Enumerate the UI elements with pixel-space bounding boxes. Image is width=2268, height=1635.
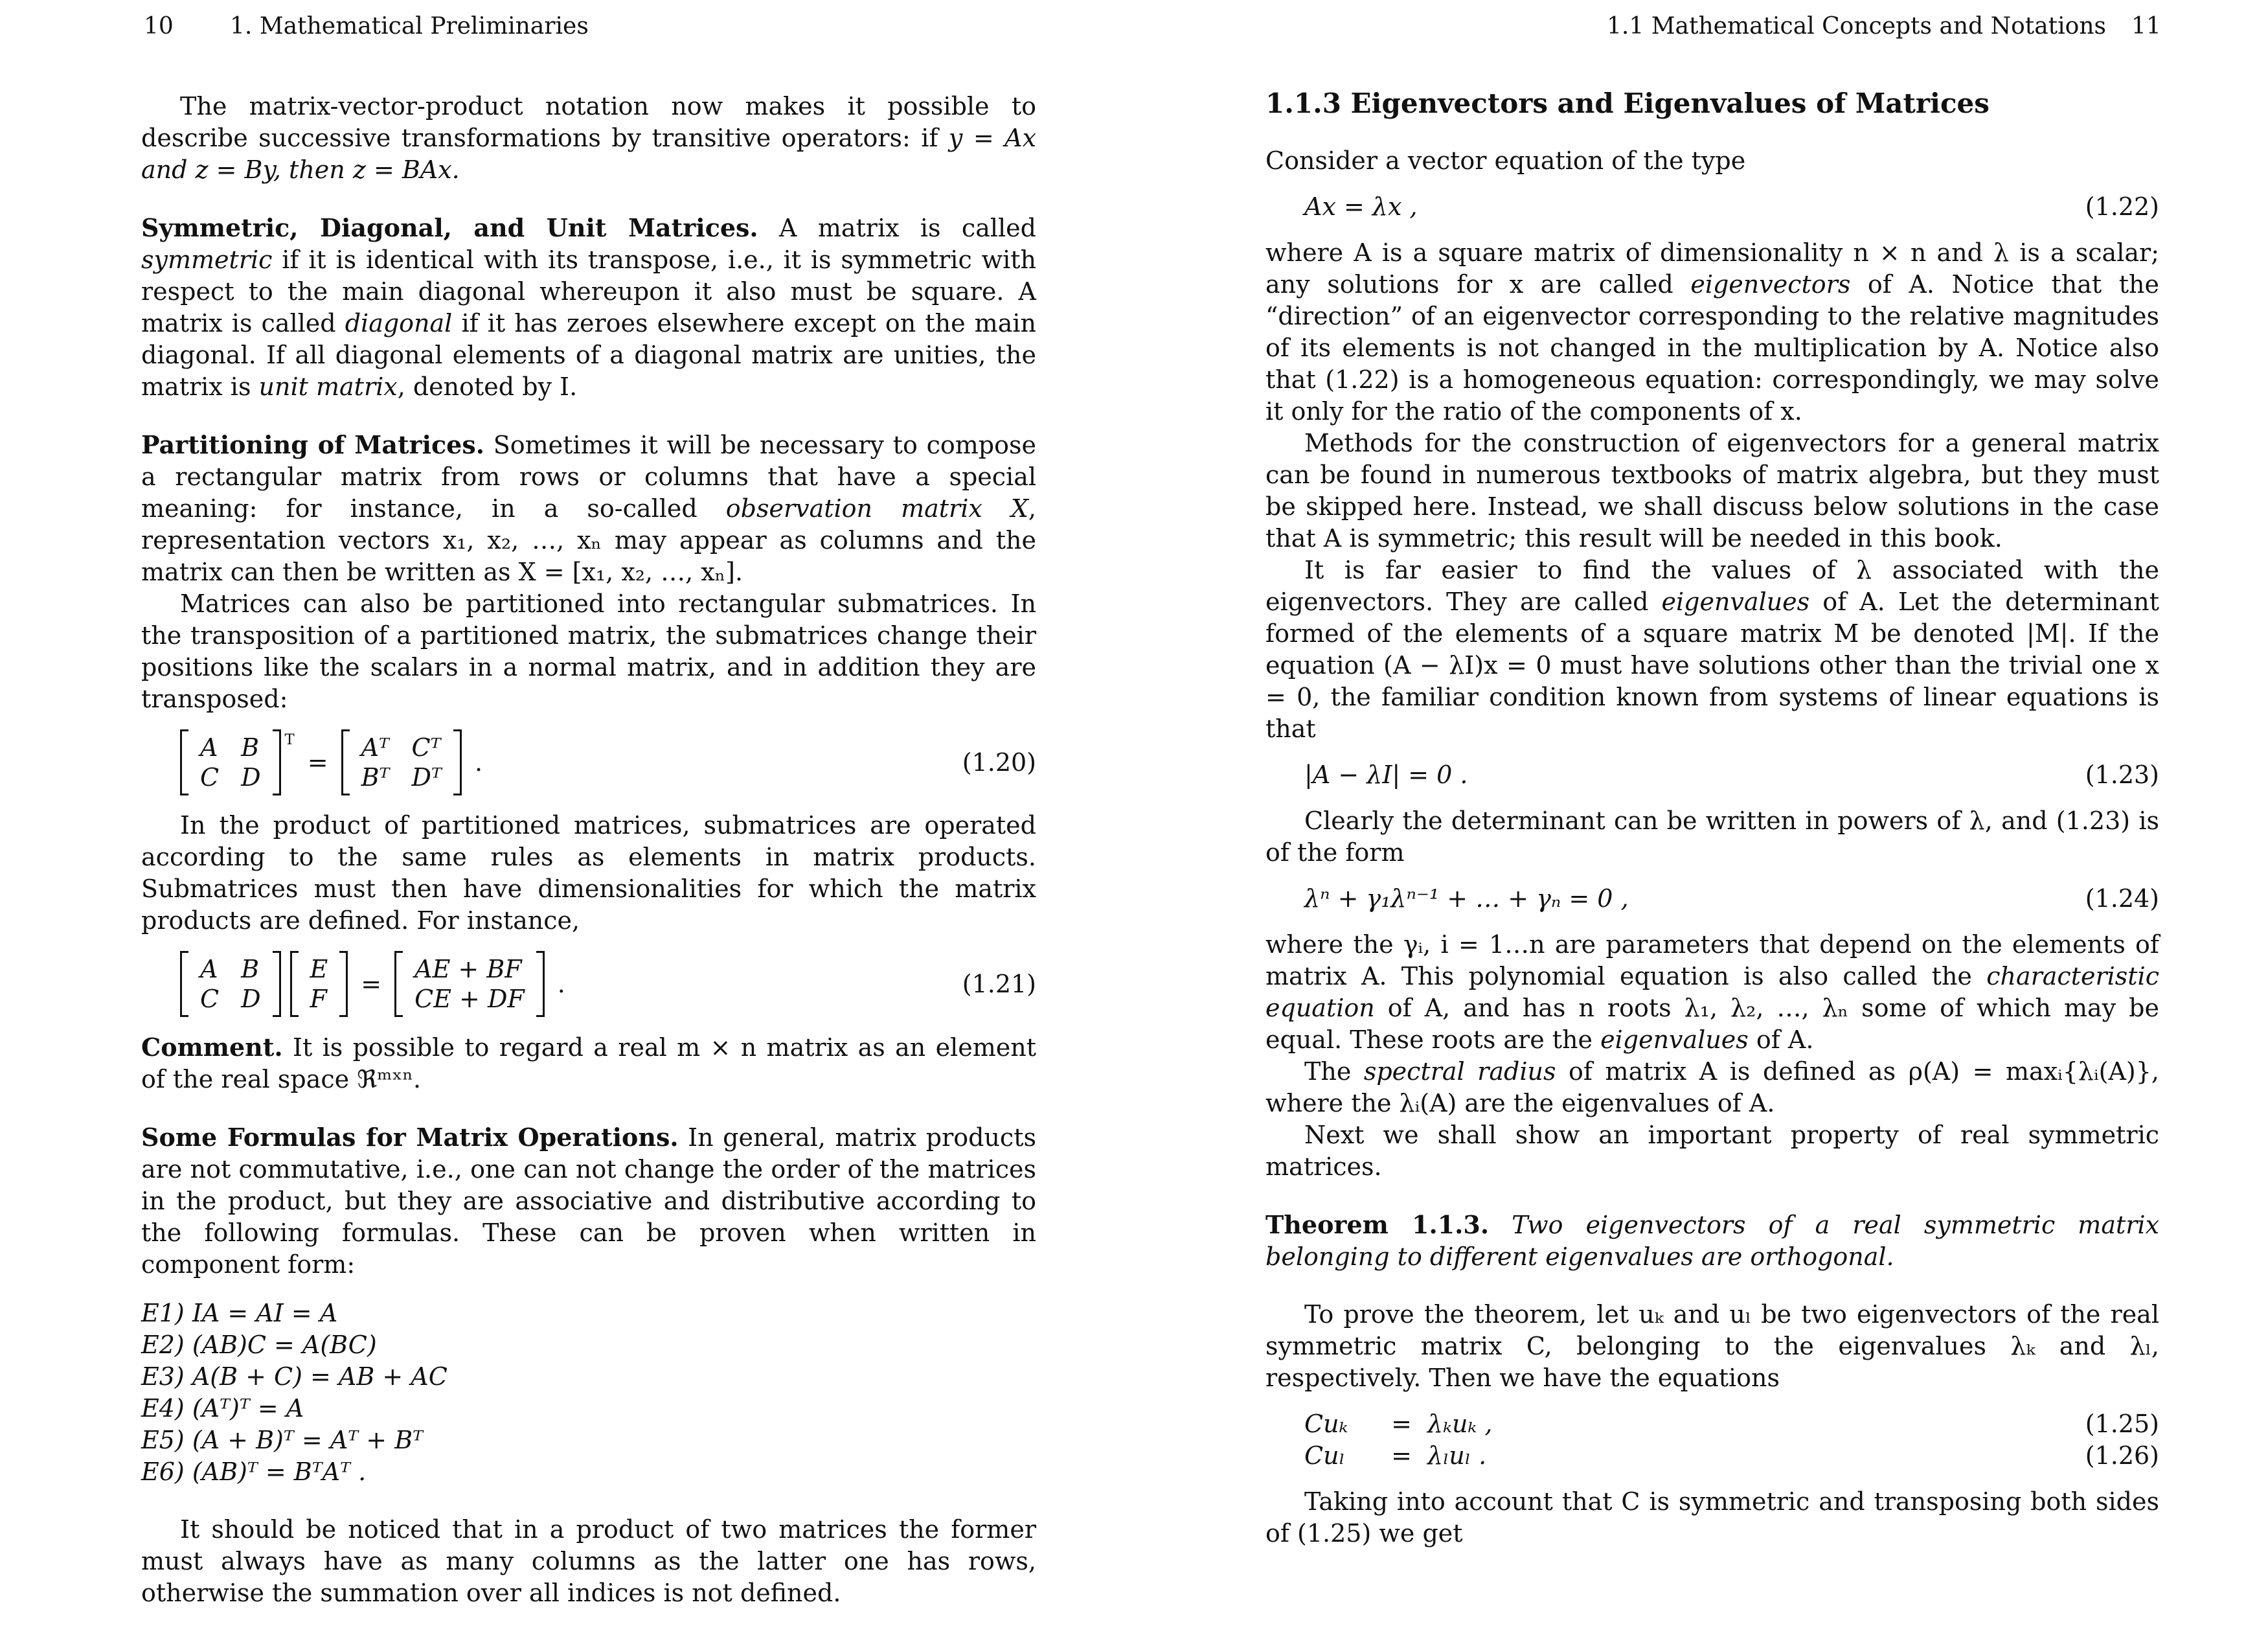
next-paragraph: Next we shall show an important property of real symmetric matrices.: [1265, 1121, 2159, 1181]
formula-item: E4) (Aᵀ)ᵀ = A: [141, 1394, 304, 1423]
running-head: 1. Mathematical Preliminaries: [230, 13, 589, 40]
equation-number: (1.22): [2085, 192, 2159, 221]
closing-paragraph: It should be noticed that in a product of two matrices the former must always have as many columns as the latter one has rows, otherwise the summation over all indices is not defined.: [141, 1515, 1036, 1607]
left-page-body: [141, 91, 1036, 1609]
methods-paragraph: Methods for the construction of eigenvectors for a general matrix can be found in numerous textbooks of matrix algebra, but they must be skipped here. Instead, we shall discuss below solutions in the case that A is symmetric; this result will be needed in this book.: [1265, 429, 2159, 553]
formula-item: E2) (AB)C = A(BC): [141, 1331, 377, 1359]
partition-transpose-paragraph: Matrices can also be partitioned into rectangular submatrices. In the transposition of a partitioned matrix, the submatrices change their positions like the scalars in a normal matrix, and in addition they are transposed:: [141, 589, 1036, 713]
comment-paragraph: Comment. It is possible to regard a real m × n matrix as an element of the real space ℜᵐˣⁿ.: [141, 1033, 1036, 1093]
equation-1-24: λⁿ + γ₁λⁿ⁻¹ + … + γₙ = 0 , (1.24): [1265, 883, 2159, 915]
section-heading: Some Formulas for Matrix Operations.: [141, 1123, 679, 1152]
equation-number: (1.26): [2085, 1441, 2159, 1470]
prove-paragraph: To prove the theorem, let uₖ and uₗ be two eigenvectors of the real symmetric matrix C, belonging to the eigenvalues λₖ and λₗ, respectively. Then we have the equations: [1265, 1300, 2159, 1392]
formula-item: E3) A(B + C) = AB + AC: [141, 1362, 448, 1391]
equation-1-22: Ax = λx , (1.22): [1265, 191, 2159, 223]
theorem: Theorem 1.1.3. Two eigenvectors of a real symmetric matrix belonging to different eigenvalues are orthogonal.: [1265, 1210, 2160, 1271]
partitioning-paragraph: Partitioning of Matrices. Sometimes it will be necessary to compose a rectangular matrix from rows or columns that have a special meaning: for instance, in a so-called observation matrix X, representation vectors x₁, x₂, …, xₙ may appear as columns and the matrix can then be written as X = [x₁, x₂, …, xₙ].: [141, 430, 1036, 586]
right-page: [1134, 0, 2268, 1635]
equation-1-23: |A − λI| = 0 . (1.23): [1265, 759, 2159, 791]
theorem-label: Theorem 1.1.3.: [1265, 1210, 1490, 1239]
formula-item: E1) IA = AI = A: [141, 1299, 338, 1327]
running-head: 1.1 Mathematical Concepts and Notations: [1607, 13, 2106, 40]
section-heading: Symmetric, Diagonal, and Unit Matrices.: [141, 213, 758, 242]
symmetric-paragraph: Symmetric, Diagonal, and Unit Matrices. A matrix is called symmetric if it is identical with its transpose, i.e., it is symmetric with respect to the main diagonal whereupon it also must be square. A matrix is called diagonal if it has zeroes elsewhere except on the main diagonal. If all diagonal elements of a diagonal matrix are unities, the matrix is unit matrix, denoted by I.: [141, 213, 1036, 401]
easier-paragraph: It is far easier to find the values of λ associated with the eigenvectors. They are called eigenvalues of A. Let the determinant formed of the elements of a square matrix M be denoted |M|. If the equation (A − λI)x = 0 must have solutions other than the trivial one x = 0, the familiar condition known from systems of linear equations is that: [1265, 556, 2159, 743]
formula-list: [141, 1298, 1036, 1488]
section-title: 1.1.3 Eigenvectors and Eigenvalues of Matrices: [1265, 87, 1990, 119]
consider-paragraph: Consider a vector equation of the type: [1265, 146, 1746, 175]
page-number: 10: [144, 13, 174, 40]
equation-1-20: A B C D T = Aᵀ Cᵀ Bᵀ Dᵀ . (1.20): [141, 729, 1036, 795]
equation-number: (1.23): [2085, 760, 2159, 789]
formula-item: E6) (AB)ᵀ = BᵀAᵀ .: [141, 1458, 367, 1486]
where-paragraph: where A is a square matrix of dimensionality n × n and λ is a scalar; any solutions for x are called eigenvectors of A. Notice that the “direction” of an eigenvector corresponding to the relative magnitudes of its elements is not changed in the multiplication by A. Notice also that (1.22) is a homogeneous equation: correspondingly, we may solve it only for the ratio of the components of x.: [1265, 238, 2159, 426]
equation-1-25-1-26: Cuₖ = λₖuₖ , (1.25) Cuₗ = λₗuₗ . (1.26): [1265, 1408, 2159, 1472]
equation-number: (1.24): [2085, 884, 2159, 913]
equation-number: (1.25): [2085, 1410, 2159, 1438]
spectral-paragraph: The spectral radius of matrix A is defined as ρ(A) = maxᵢ{λᵢ(A)}, where the λᵢ(A) are the eigenvalues of A.: [1265, 1057, 2159, 1117]
formula-item: E5) (A + B)ᵀ = Aᵀ + Bᵀ: [141, 1426, 424, 1454]
formulas-paragraph: Some Formulas for Matrix Operations. In general, matrix products are not commutative, i.e., one can not change the order of the matrices in the product, but they are associative and distributive according to the following formulas. These can be proven when written in component form:: [141, 1123, 1036, 1279]
equation-1-21: A B C D E F = AE + BF CE + DF . (1.21): [141, 951, 1036, 1017]
product-paragraph: In the product of partitioned matrices, submatrices are operated according to the same rules as elements in matrix products. Submatrices must then have dimensionalities for which the matrix products are defined. For instance,: [141, 811, 1036, 935]
section-heading: Comment.: [141, 1033, 283, 1062]
gamma-paragraph: where the γᵢ, i = 1…n are parameters that depend on the elements of matrix A. This polynomial equation is also called the characteristic equation of A, and has n roots λ₁, λ₂, …, λₙ some of which may be equal. These roots are the eigenvalues of A.: [1265, 930, 2159, 1054]
page-number: 11: [2131, 13, 2161, 40]
clearly-paragraph: Clearly the determinant can be written in powers of λ, and (1.23) is of the form: [1265, 806, 2159, 867]
intro-paragraph: The matrix-vector-product notation now makes it possible to describe successive transformations by transitive operators: if y = Ax and z = By, then z = BAx.: [141, 92, 1037, 184]
section-heading: Partitioning of Matrices.: [141, 430, 484, 459]
taking-paragraph: Taking into account that C is symmetric and transposing both sides of (1.25) we get: [1265, 1487, 2159, 1548]
right-page-body: [1265, 87, 2159, 1549]
equation-number: (1.20): [962, 748, 1036, 777]
equation-number: (1.21): [962, 969, 1036, 998]
